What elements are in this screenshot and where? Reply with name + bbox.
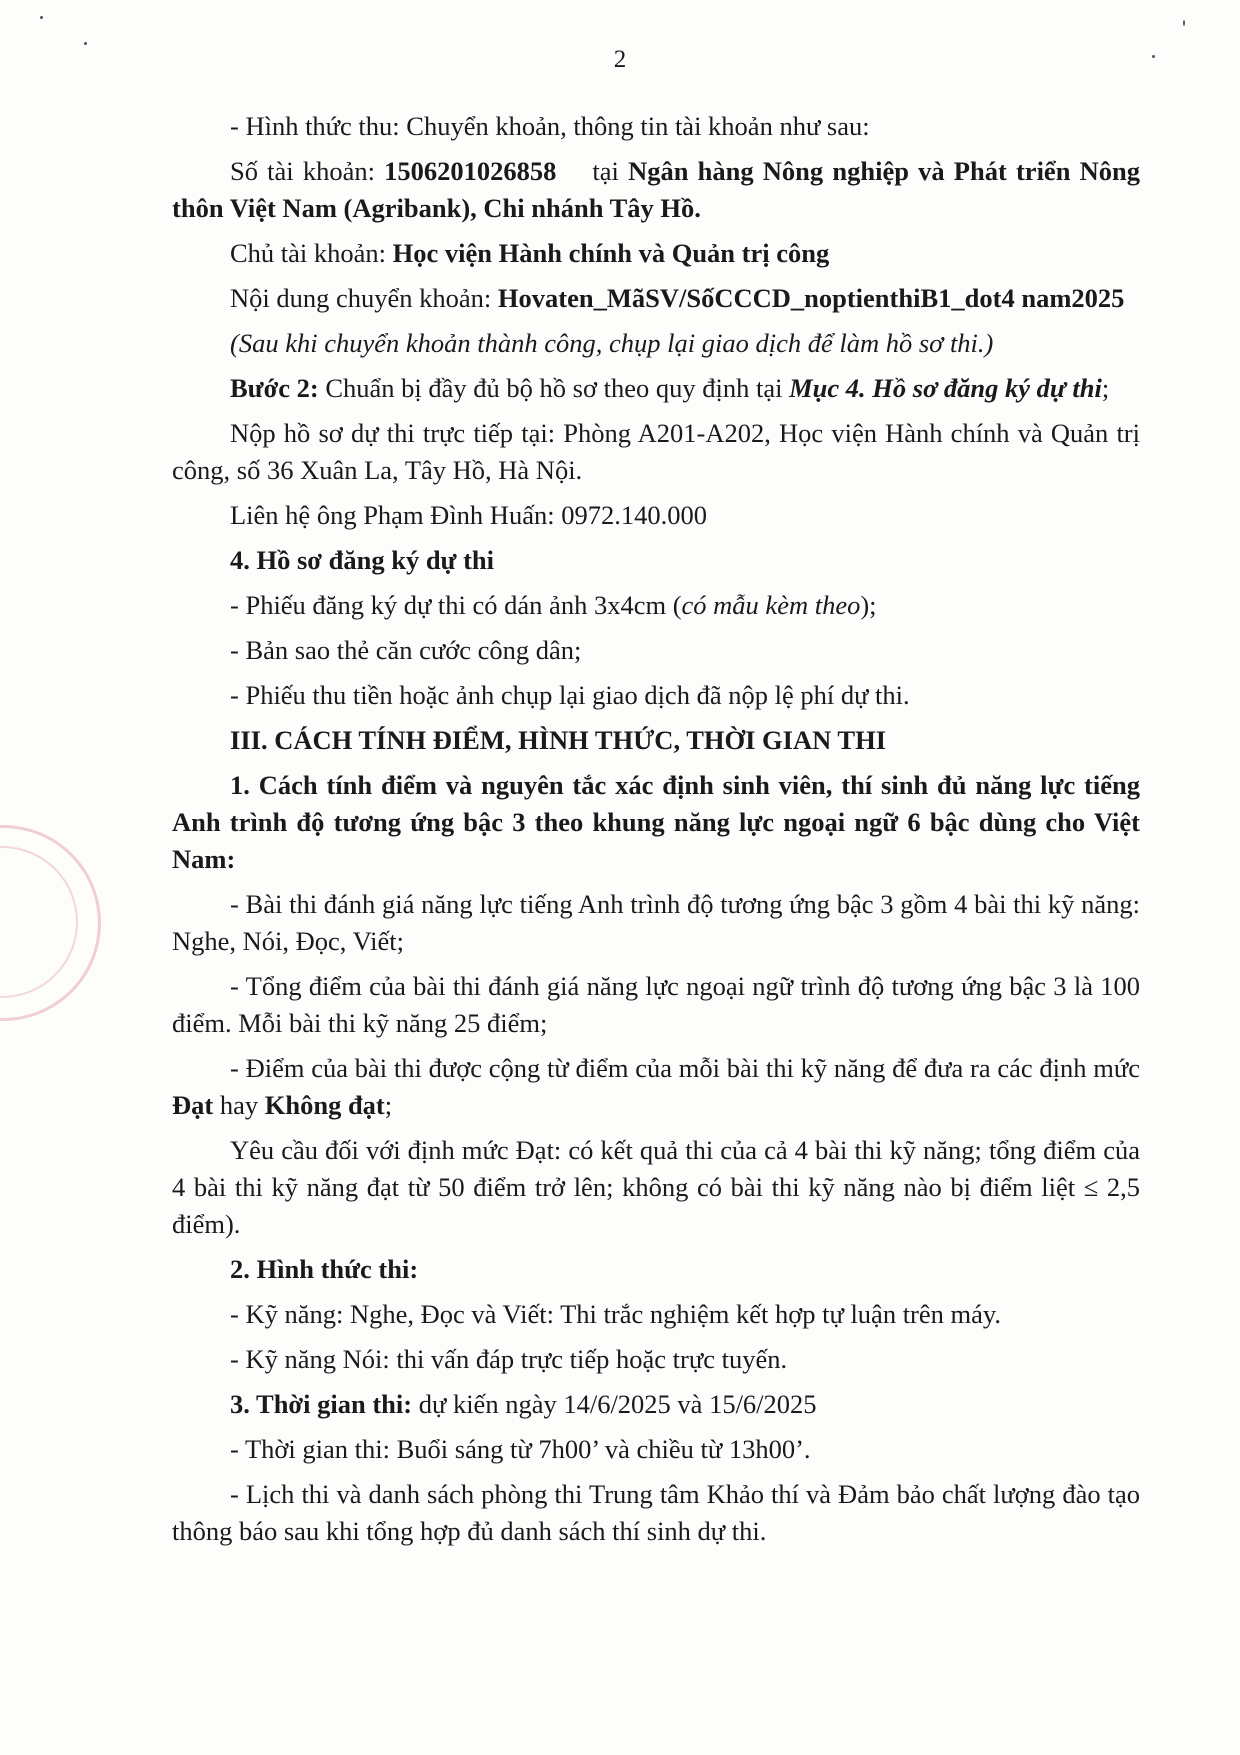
transfer-content	[172, 280, 1140, 317]
exam-time-2: - Lịch thi và danh sách phòng thi Trung tâm Khảo thí và Đảm bảo chất lượng đào tạo thông báo sau khi tổng hợp đủ danh sách thí sinh dự thi.	[172, 1479, 1140, 1546]
sub3-heading	[172, 1386, 1140, 1423]
exam-time-1: - Thời gian thi: Buổi sáng từ 7h00’ và chiều từ 13h00’.	[230, 1434, 811, 1464]
transfer-note	[172, 325, 1140, 362]
holder-label: Chủ tài khoản:	[230, 238, 393, 268]
step2-end: ;	[1101, 373, 1110, 403]
item1-text: - Phiếu đăng ký dự thi có dán ảnh 3x4cm (	[230, 590, 682, 620]
section3-heading-text: III. CÁCH TÍNH ĐIỂM, HÌNH THỨC, THỜI GIAN THI	[230, 725, 887, 755]
content-value: Hovaten_MãSV/SốCCCD_noptienthiB1_dot4 nam2025	[497, 283, 1125, 313]
payment-method: - Hình thức thu: Chuyển khoản, thông tin tài khoản như sau:	[230, 111, 870, 141]
red-seal-stamp	[0, 825, 101, 1021]
step2-text: Chuẩn bị đầy đủ bộ hồ sơ theo quy định tại	[318, 373, 790, 403]
section4-heading-text: 4. Hồ sơ đăng ký dự thi	[230, 545, 495, 575]
exam-form-1: - Kỹ năng: Nghe, Đọc và Viết: Thi trắc nghiệm kết hợp tự luận trên máy.	[230, 1299, 1002, 1329]
sub1-heading	[172, 767, 1140, 878]
section-iii-heading	[172, 722, 1140, 759]
sub2-heading-text: 2. Hình thức thi:	[230, 1254, 419, 1284]
step2-ref: Mục 4. Hồ sơ đăng ký dự thi	[789, 373, 1102, 403]
section4-item-2: - Bản sao thẻ căn cước công dân;	[230, 635, 582, 665]
point3-pass: Đạt	[172, 1090, 214, 1120]
account-label: Số tài khoản:	[230, 156, 385, 186]
scan-speck	[84, 42, 87, 45]
note-text: (Sau khi chuyển khoản thành công, chụp lại giao dịch để làm hồ sơ thi.)	[230, 328, 994, 358]
submission-place: Nộp hồ sơ dự thi trực tiếp tại: Phòng A201-A202, Học viện Hành chính và Quản trị công, số 36 Xuân La, Tây Hồ, Hà Nội.	[172, 418, 1140, 485]
exam-form-2: - Kỹ năng Nói: thi vấn đáp trực tiếp hoặc trực tuyến.	[230, 1344, 788, 1374]
sub1-heading-text: 1. Cách tính điểm và nguyên tắc xác định sinh viên, thí sinh đủ năng lực tiếng Anh trình độ tương ứng bậc 3 theo khung năng lực ngoại ngữ 6 bậc dùng cho Việt Nam:	[172, 770, 1140, 874]
bank-name: Ngân hàng Nông nghiệp và Phát triển Nông thôn Việt Nam (Agribank), Chi nhánh Tây Hồ.	[172, 156, 1140, 223]
account-holder	[172, 235, 1140, 272]
holder-name: Học viện Hành chính và Quản trị công	[392, 238, 830, 268]
scan-speck	[40, 16, 43, 19]
scan-speck	[1183, 20, 1185, 26]
page-number: 2	[613, 46, 627, 73]
account-number: 1506201026858	[384, 156, 557, 186]
scoring-point-1: - Bài thi đánh giá năng lực tiếng Anh trình độ tương ứng bậc 3 gồm 4 bài thi kỹ năng: Nghe, Nói, Đọc, Viết;	[172, 889, 1140, 956]
pass-requirement: Yêu cầu đối với định mức Đạt: có kết quả thi của cả 4 bài thi kỹ năng; tổng điểm của 4 bài thi kỹ năng đạt từ 50 điểm trở lên; không có bài thi kỹ năng nào bị điểm liệt ≤ 2,5 điểm).	[172, 1135, 1140, 1239]
point3-fail: Không đạt	[264, 1090, 385, 1120]
point3-text-a: - Điểm của bài thi được cộng từ điểm của mỗi bài thi kỹ năng để đưa ra các định mức	[230, 1053, 1140, 1083]
section-4-heading	[172, 542, 1140, 579]
scoring-point-2: - Tổng điểm của bài thi đánh giá năng lực ngoại ngữ trình độ tương ứng bậc 3 là 100 điểm. Mỗi bài thi kỹ năng 25 điểm;	[172, 971, 1140, 1038]
step2-label: Bước 2:	[230, 373, 319, 403]
section4-item-3: - Phiếu thu tiền hoặc ảnh chụp lại giao dịch đã nộp lệ phí dự thi.	[230, 680, 910, 710]
point3-end: ;	[384, 1090, 393, 1120]
sub3-label: 3. Thời gian thi:	[230, 1389, 413, 1419]
scoring-point-3	[172, 1050, 1140, 1124]
item1-end: );	[860, 590, 877, 620]
account-info	[172, 153, 1140, 227]
document-body	[172, 108, 1140, 1558]
sub2-heading	[172, 1251, 1140, 1288]
section4-item-1	[172, 587, 1140, 624]
point3-text-b: hay	[213, 1090, 265, 1120]
content-label: Nội dung chuyển khoản:	[230, 283, 498, 313]
sub3-text: dự kiến ngày 14/6/2025 và 15/6/2025	[412, 1389, 817, 1419]
contact-info: Liên hệ ông Phạm Đình Huấn: 0972.140.000	[230, 500, 707, 530]
step-2	[172, 370, 1140, 407]
item1-italic: có mẫu kèm theo	[681, 590, 861, 620]
at-text: tại	[592, 156, 629, 186]
